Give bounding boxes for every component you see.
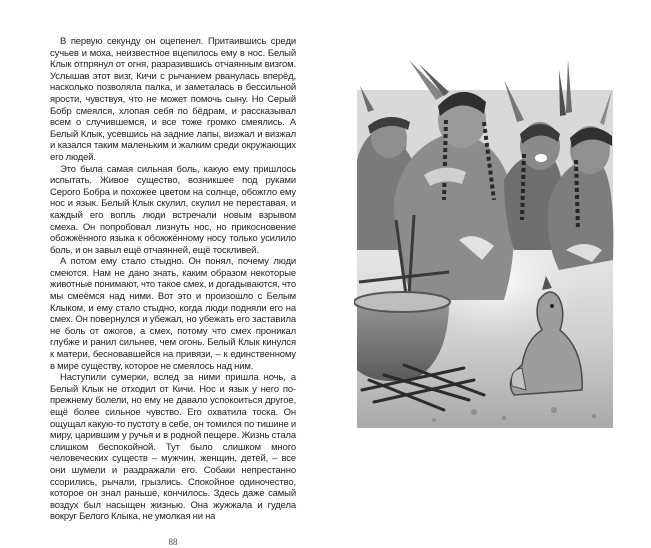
paragraph-3: А потом ему стало стыдно. Он понял, почему люди смеются. Нам не дано знать, каким образом некоторые животные понимают, что такое смех, и догадываются, что мы смеёмся над ними. Вот это и произошло с Белым Клыком, и ему стало стыдно, когда люди подняли его на смех. Он повернулся и убежал, но убежать его заставила не боль от ожогов, а смех, потому что смех проникал глубже и ранил сильнее, чем огонь. Белый Клык кинулся к матери, бесновавшейся на привязи, – к единственному в мире существу, которое не смеялось над ним.	[50, 256, 296, 372]
illustration-white-fang-laughing-men	[354, 50, 616, 432]
paragraph-4: Наступили сумерки, вслед за ними пришла ночь, а Белый Клык не отходил от Кичи. Нос и язык у него по-прежнему болели, но ему не давало успокоиться другое, ещё более сильное чувство. Его охватила тоска. Он ощущал какую-то пустоту в себе, он томился по тишине и миру, царившим у ручья и в родной пещере. Жизнь стала слишком беспокойной. Тут было слишком много человеческих существ – мужчин, женщин, детей, – все они шумели и раздражали его. Собаки непрестанно ссорились, рычали, грызлись. Спокойное одиночество, которое он знал раньше, кончилось. Здесь даже самый воздух был насыщен жизнью. Она жужжала и гудела вокруг Белого Клыка, не умолкая ни на	[50, 372, 296, 523]
paragraph-1: В первую секунду он оцепенел. Притаившись среди сучьев и моха, неизвестное вцепилось ему в нос. Белый Клык отпрянул от огня, разразившись отчаянным визгом. Услышав этот визг, Кичи с рычанием рванулась вперёд, насколько позволяла палка, и заметалась в бессильной ярости, чувствуя, что не может помочь сыну. Но Серый Бобр смеялся, хлопая себя по бёдрам, и рассказывал всем о случившемся, и все тоже громко смеялись. А Белый Клык, усевшись на задние лапы, визжал и визжал и казался таким маленьким и жалким среди окружающих его людей.	[50, 36, 296, 163]
illustration-svg	[354, 50, 616, 432]
left-page	[50, 36, 296, 548]
left-page-text	[50, 36, 296, 523]
paragraph-2: Это была самая сильная боль, какую ему пришлось испытать. Живое существо, возникшее под руками Серого Бобра и похожее цветом на солнце, обожгло ему нос и язык. Белый Клык скулил, скулил не переставая, и каждый его вопль люди встречали новым взрывом смеха. Он попробовал лизнуть нос, но прикосновение обожжённого языка к обожжённому носу только усилило боль, и он завыл ещё отчаянней, ещё тоскливей.	[50, 163, 296, 256]
page-number: 88	[168, 536, 178, 547]
